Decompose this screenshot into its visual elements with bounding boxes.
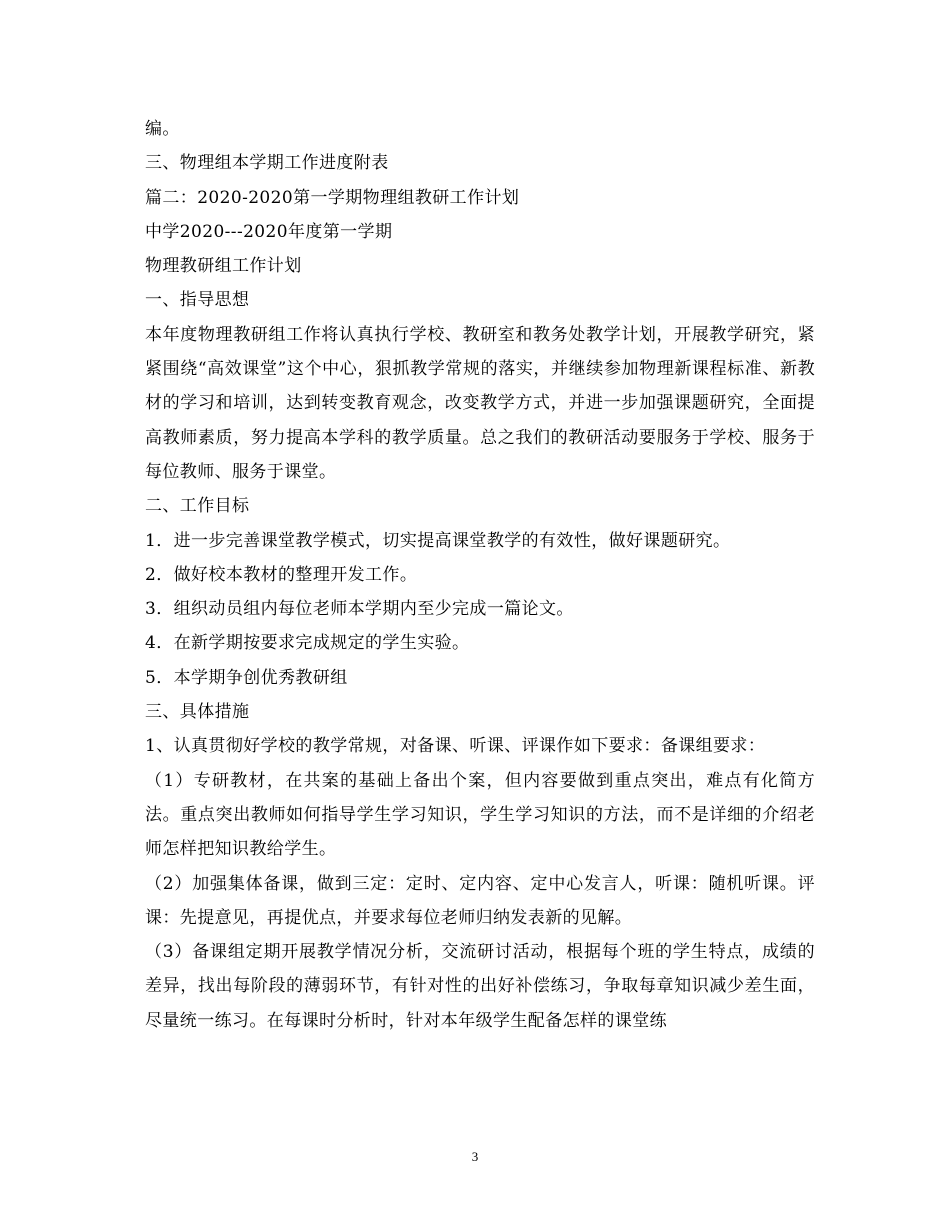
section-heading-goals: 二、工作目标: [145, 496, 250, 517]
goal-item-1: 1．进一步完善课堂教学模式，切实提高课堂教学的有效性，做好课题研究。: [145, 530, 731, 551]
school-year-line: 中学2020---2020年度第一学期: [145, 221, 393, 242]
goal-item-3: 3．组织动员组内每位老师本学期内至少完成一篇论文。: [145, 599, 574, 620]
section-heading-measures: 三、具体措施: [145, 702, 250, 723]
measure-item-1: 1、认真贯彻好学校的教学常规，对备课、听课、评课作如下要求：备课组要求：: [145, 736, 766, 757]
section-heading-progress-table: 三、物理组本学期工作进度附表: [145, 153, 389, 174]
goal-item-4: 4．在新学期按要求完成规定的学生实验。: [145, 633, 470, 654]
goal-item-2: 2．做好校本教材的整理开发工作。: [145, 564, 418, 585]
section-heading-guiding-thought: 一、指导思想: [145, 290, 250, 311]
article-title: 篇二：2020-2020第一学期物理组教研工作计划: [145, 187, 520, 208]
measure-subitem-3: （3）备课组定期开展教学情况分析，交流研讨活动，根据每个班的学生特点，成绩的差异，找出每阶段的薄弱环节，有针对性的出好补偿练习，争取每章知识减少差生面，尽量统一练习。在每课时分析时，针对本年级学生配备怎样的课堂练: [145, 942, 815, 1031]
goal-item-5: 5．本学期争创优秀教研组: [145, 667, 348, 688]
paragraph-continuation: 编。: [145, 119, 180, 139]
paragraph-guiding-thought: 本年度物理教研组工作将认真执行学校、教研室和教务处教学计划，开展教学研究，紧紧围绕“高效课堂”这个中心，狠抓教学常规的落实，并继续参加物理新课程标准、新教材的学习和培训，达到转变教育观念，改变教学方式，并进一步加强课题研究，全面提高教师素质，努力提高本学科的教学质量。总之我们的教研活动要服务于学校、服务于每位教师、服务于课堂。: [145, 324, 815, 482]
page-number: 3: [471, 1149, 479, 1164]
plan-title: 物理教研组工作计划: [145, 256, 302, 277]
document-body: [145, 112, 815, 1038]
measure-subitem-1: （1）专研教材，在共案的基础上备出个案，但内容要做到重点突出，难点有化简方法。重点突出教师如何指导学生学习知识，学生学习知识的方法，而不是详细的介绍老师怎样把知识教给学生。: [145, 770, 815, 860]
measure-subitem-2: （2）加强集体备课，做到三定：定时、定内容、定中心发言人，听课：随机听课。评课：先提意见，再提优点，并要求每位老师归纳发表新的见解。: [145, 873, 815, 928]
